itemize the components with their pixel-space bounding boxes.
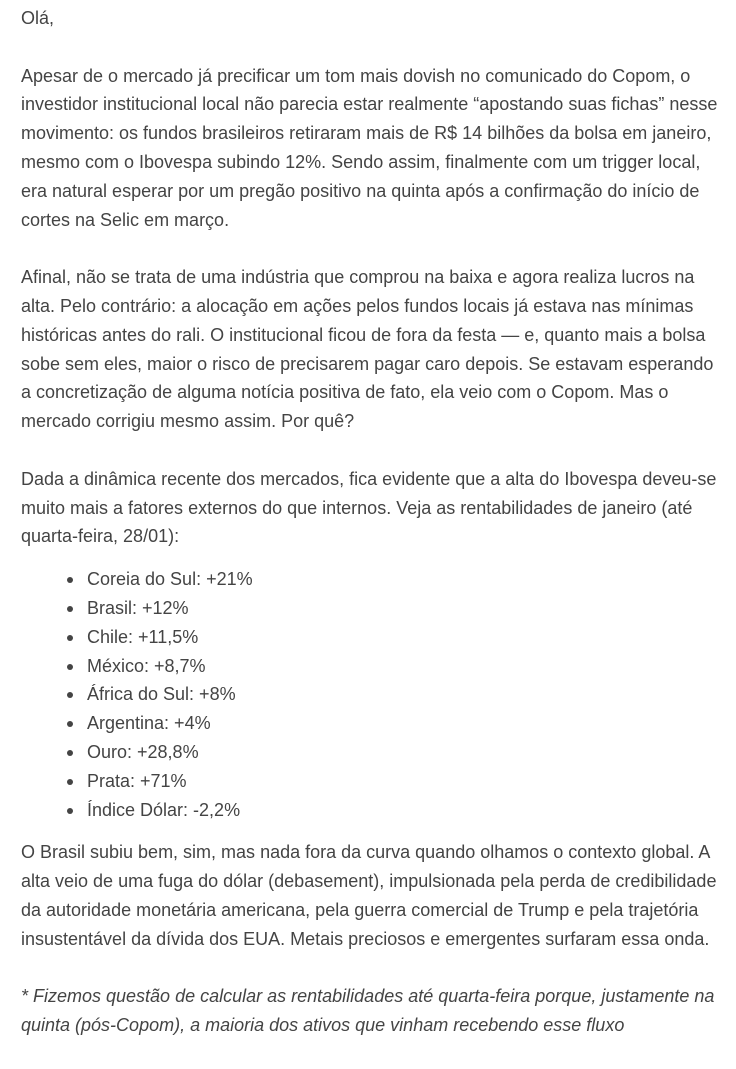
list-item: África do Sul: +8% — [87, 680, 721, 709]
returns-list — [21, 565, 721, 824]
footnote: * Fizemos questão de calcular as rentabilidades até quarta-feira porque, justamente na quinta (pós-Copom), a maioria dos ativos que vinham recebendo esse fluxo — [21, 986, 715, 1036]
greeting: Olá, — [21, 8, 55, 28]
bullet-icon — [67, 692, 73, 698]
list-item: Prata: +71% — [87, 767, 721, 796]
bullet-icon — [67, 721, 73, 727]
list-item: Índice Dólar: -2,2% — [87, 796, 721, 825]
bullet-icon — [67, 750, 73, 756]
list-item: México: +8,7% — [87, 652, 721, 681]
list-item: Chile: +11,5% — [87, 623, 721, 652]
list-item: Brasil: +12% — [87, 594, 721, 623]
list-item: Argentina: +4% — [87, 709, 721, 738]
paragraph-copom: Apesar de o mercado já precificar um tom mais dovish no comunicado do Copom, o investidor institucional local não parecia estar realmente “apostando suas fichas” nesse movimento: os fundos brasileiros retiraram mais de R$ 14 bilhões da bolsa em janeiro, mesmo com o Ibovespa subindo 12%. Sendo assim, finalmente com um trigger local, era natural esperar por um pregão positivo na quinta após a confirmação do início de cortes na Selic em março. — [21, 65, 718, 230]
bullet-icon — [67, 808, 73, 814]
bullet-icon — [67, 664, 73, 670]
bullet-icon — [67, 577, 73, 583]
paragraph-returns-intro: Dada a dinâmica recente dos mercados, fica evidente que a alta do Ibovespa deveu-se muito mais a fatores externos do que internos. Veja as rentabilidades de janeiro (até quarta-feira, 28/01): — [21, 468, 717, 547]
list-item: Ouro: +28,8% — [87, 738, 721, 767]
bullet-icon — [67, 635, 73, 641]
bullet-icon — [67, 606, 73, 612]
paragraph-institutional: Afinal, não se trata de uma indústria que comprou na baixa e agora realiza lucros na alta. Pelo contrário: a alocação em ações pelos fundos locais já estava nas mínimas históricas antes do rali. O institucional ficou de fora da festa — e, quanto mais a bolsa sobe sem eles, maior o risco de precisarem pagar caro depois. Se estavam esperando a concretização de alguma notícia positiva de fato, ela veio com o Copom. Mas o mercado corrigiu mesmo assim. Por quê? — [21, 267, 714, 432]
list-item: Coreia do Sul: +21% — [87, 565, 721, 594]
email-body — [21, 4, 721, 1069]
bullet-icon — [67, 779, 73, 785]
paragraph-conclusion: O Brasil subiu bem, sim, mas nada fora da curva quando olhamos o contexto global. A alta veio de uma fuga do dólar (debasement), impulsionada pela perda de credibilidade da autoridade monetária americana, pela guerra comercial de Trump e pela trajetória insustentável da dívida dos EUA. Metais preciosos e emergentes surfaram essa onda. — [21, 842, 717, 949]
